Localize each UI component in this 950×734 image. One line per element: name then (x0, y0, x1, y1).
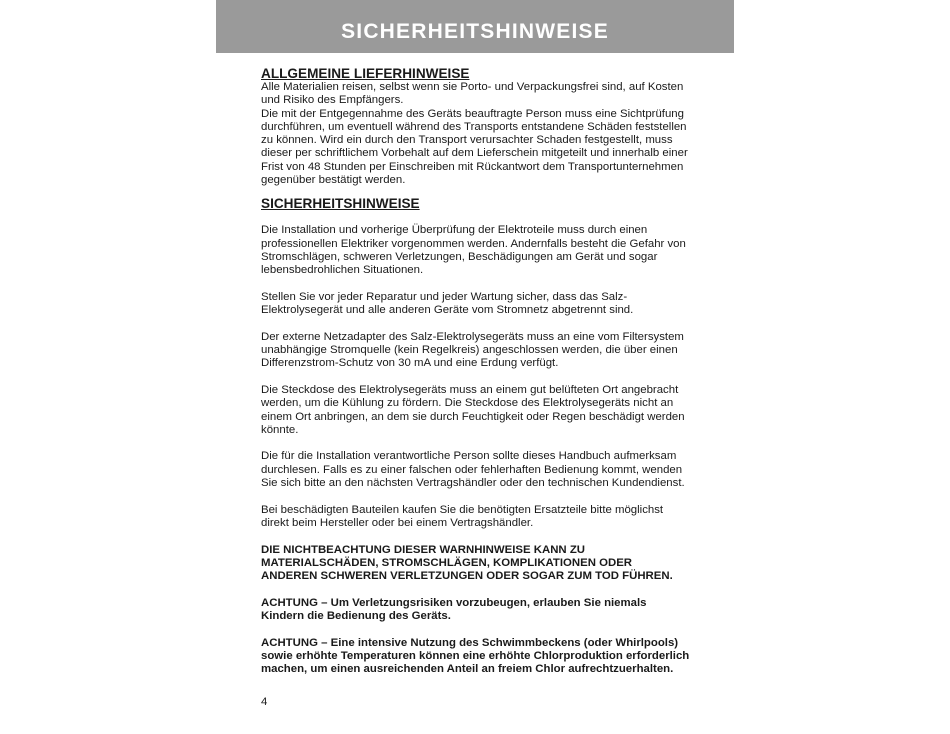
paragraph: Die für die Installation verantwortliche Person sollte dieses Handbuch aufmerksam durchlesen. Falls es zu einer falschen oder fehlerhaften Bedienung kommt, wenden Sie sich bitte an den nächsten Vertragshändler oder den technischen Kundendienst. (261, 450, 685, 490)
section-heading-delivery: ALLGEMEINE LIEFERHINWEISE (261, 66, 470, 81)
page-number: 4 (261, 696, 268, 708)
document-body (261, 66, 691, 676)
paragraph: Alle Materialien reisen, selbst wenn sie Porto- und Verpackungsfrei sind, auf Kosten und Risiko des Empfängers. (261, 81, 684, 107)
paragraph: Die mit der Entgegennahme des Geräts beauftragte Person muss eine Sichtprüfung durchführen, um eventuell während des Transports entstandene Schäden feststellen zu können. Wird ein durch den Transport verursachter Schaden festgestellt, muss dieser per schriftlichem Vorbehalt auf dem Lieferschein mitgeteilt und innerhalb einer Frist von 48 Stunden per Einschreiben mit Rückantwort dem Transportunternehmen gegenüber bestätigt werden. (261, 107, 688, 187)
paragraph: Der externe Netzadapter des Salz-Elektrolysegeräts muss an eine vom Filtersystem unabhängige Stromquelle (kein Regelkreis) angeschlossen werden, die über einen Differenzstrom-Schutz von 30 mA und eine Erdung verfügt. (261, 330, 684, 370)
paragraph: Bei beschädigten Bauteilen kaufen Sie die benötigten Ersatzteile bitte möglichst direkt beim Hersteller oder bei einem Vertragshändler. (261, 503, 664, 529)
paragraph: Die Installation und vorherige Überprüfung der Elektroteile muss durch einen professionellen Elektriker vorgenommen werden. Andernfalls besteht die Gefahr von Stromschlägen, schweren Verletzungen, Beschädigungen am Gerät und sogar lebensbedrohlichen Situationen. (261, 224, 686, 277)
warning-text: ACHTUNG – Eine intensive Nutzung des Schwimmbeckens (oder Whirlpools) sowie erhöhte Temperaturen können eine erhöhte Chlorproduktion erforderlich machen, um einen ausreichenden Anteil an freiem Chlor aufrechtzuerhalten. (261, 636, 690, 676)
paragraph: Stellen Sie vor jeder Reparatur und jeder Wartung sicher, dass das Salz-Elektrolysegerät und alle anderen Geräte vom Stromnetz abgetrennt sind. (261, 290, 634, 317)
header-banner (216, 0, 734, 53)
page-title: SICHERHEITSHINWEISE (341, 19, 609, 43)
section-heading-safety: SICHERHEITSHINWEISE (261, 196, 420, 212)
paragraph: Die Steckdose des Elektrolysegeräts muss an einem gut belüfteten Ort angebracht werden, um die Kühlung zu fördern. Die Steckdose des Elektrolysegeräts nicht an einem Ort anbringen, an dem sie durch Feuchtigkeit oder Regen beschädigt werden könnte. (261, 383, 685, 436)
warning-text: ACHTUNG – Um Verletzungsrisiken vorzubeugen, erlauben Sie niemals Kindern die Bedienung des Geräts. (261, 596, 647, 622)
warning-text: DIE NICHTBEACHTUNG DIESER WARNHINWEISE KANN ZU MATERIALSCHÄDEN, STROMSCHLÄGEN, KOMPLIKATIONEN ODER ANDEREN SCHWEREN VERLETZUNGEN ODER SOGAR ZUM TOD FÜHREN. (261, 543, 673, 583)
